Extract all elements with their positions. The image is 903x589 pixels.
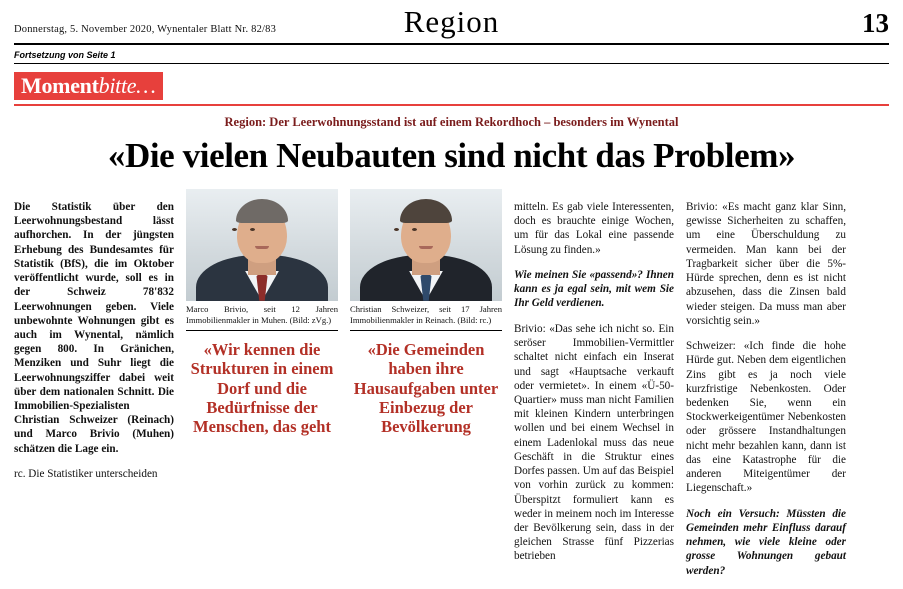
section-logo (14, 72, 889, 102)
media-column-2 (350, 189, 502, 436)
photo-christian-schweizer (350, 189, 502, 301)
article-headline: «Die vielen Neubauten sind nicht das Problem» (107, 136, 796, 175)
lead-paragraph: Die Statistik über den Leerwohnungsbestand lässt aufhorchen. In der jüngsten Erhebung des Bundesamtes für Statistik (BfS), die im Oktober veröffentlicht wurde, soll es in der Schweiz 78'832 Leerwohnungen geben. Viele unbewohnte Wohnungen gibt es auch im Wynental, nämlich gegen 800. In Gränichen, Menziken und Suhr liegt die Leerwohnungsziffer dabei weit über dem nationalen Schnitt. Die Immobilien-Spezialisten Christian Schweizer (Reinach) und Marco Brivio (Muhen) schätzen die Lage ein. (14, 200, 174, 455)
caption-rule-1 (186, 330, 338, 331)
section-logo-rule (14, 104, 889, 106)
body-paragraph: mitteln. Es gab viele Interessenten, doch es brauchte einige Wochen, um für das Lokal eine passende Lösung zu finden.» (514, 200, 674, 256)
body-paragraph: Brivio: «Das sehe ich nicht so. Ein seröser Immobilien-Vermittler schaltet nicht einfach ein Inserat und sagt «Hauptsache verkauft oder vermietet». In einem «Ü-50-Quartier» muss man nicht Familien mit kleinen Kindern unterbringen wollen und bei einem Wechsel in einem Ladenlokal muss das neue Geschäft in die Struktur eines Dorfes passen. Um auf das Beispiel von vorhin zurück zu kommen: Überspitzt formuliert kann es weder in meinem noch im Interesse der Bevölkerung sein, dass in der gleichen Strasse fünf Pizzerias betrieben (514, 322, 674, 563)
question-paragraph: Wie meinen Sie «passend»? Ihnen kann es ja egal sein, mit wem Sie Ihr Geld verdienen. (514, 269, 674, 310)
photo-credit-1: (Bild: zVg.) (289, 314, 332, 325)
portrait-eye-left (232, 228, 237, 231)
masthead (14, 0, 889, 39)
section-logo-word1: Moment (21, 73, 99, 98)
pullquote-2: «Die Gemeinden haben ihre Hausaufgaben unter Einbezug der Bevölkerung (353, 340, 499, 436)
continuation-note: Fortsetzung von Seite 1 (14, 50, 116, 60)
text-column-4 (514, 189, 674, 575)
masthead-dateline: Donnerstag, 5. November 2020, Wynentaler Blatt Nr. 82/83 (14, 24, 277, 35)
portrait-eye-right (250, 228, 255, 231)
body-paragraph: Brivio: «Es macht ganz klar Sinn, gewisse Sicherheiten zu schaffen, um eine Überschuldung zu vermeiden. Man kann bei der Tragbarkeit sicher über die 5%-Hürde sprechen, denn es ist nicht abzusehen, dass die Zinsen bald wieder steigen. Da muss man aber vorsichtig sein.» (686, 200, 846, 327)
portrait-eye-left (394, 228, 399, 231)
page-number: 13 (862, 8, 889, 38)
section-logo-word2: bitte… (98, 73, 156, 98)
photo-marco-brivio (186, 189, 338, 301)
body-paragraph: rc. Die Statistiker unterscheiden (14, 468, 158, 481)
photo-caption-2 (350, 304, 502, 325)
photo-caption-1 (186, 304, 338, 325)
photo-caption-2-text: Christian Schweizer, seit 17 Jahren Immobilienmakler in Reinach. (350, 303, 502, 325)
portrait-mouth (255, 246, 269, 249)
page-title: Region (403, 4, 500, 39)
article-kicker: Region: Der Leerwohnungsstand ist auf einem Rekordhoch – besonders im Wynental (224, 115, 679, 129)
masthead-rule (14, 43, 889, 45)
section-logo-box (14, 72, 163, 100)
question-paragraph: Noch ein Versuch: Müssten die Gemeinden mehr Einfluss darauf nehmen, wie viele kleine oder grosse Wohnungen gebaut werden? (686, 507, 846, 577)
text-column-1 (14, 189, 174, 493)
body-paragraph: Schweizer: «Ich finde die hohe Hürde gut. Neben dem eigentlichen Zins gibt es ja noch viele kurzfristige Nebenkosten. Oder bedenken Sie, wenn ein Stockwerkeigentümer Nebenkosten oder grössere Instandhaltungen nicht mehr bezahlen kann, dann ist das eine Katastrophe für die anderen Miteigentümer der Liegenschaft.» (686, 340, 846, 495)
portrait-eye-right (412, 228, 417, 231)
continuation-rule (14, 63, 889, 64)
pullquote-1: «Wir kennen die Strukturen in einem Dorf und die Bedürfnisse der Menschen, das geht (190, 340, 334, 436)
portrait-mouth (419, 246, 433, 249)
text-column-5 (686, 189, 846, 589)
photo-caption-1-text: Marco Brivio, seit 12 Jahren Immobilienmakler in Muhen. (186, 303, 338, 325)
media-column-1 (186, 189, 338, 436)
photo-credit-2: (Bild: rc.) (457, 314, 492, 325)
caption-rule-2 (350, 330, 502, 331)
article-body (14, 189, 889, 589)
